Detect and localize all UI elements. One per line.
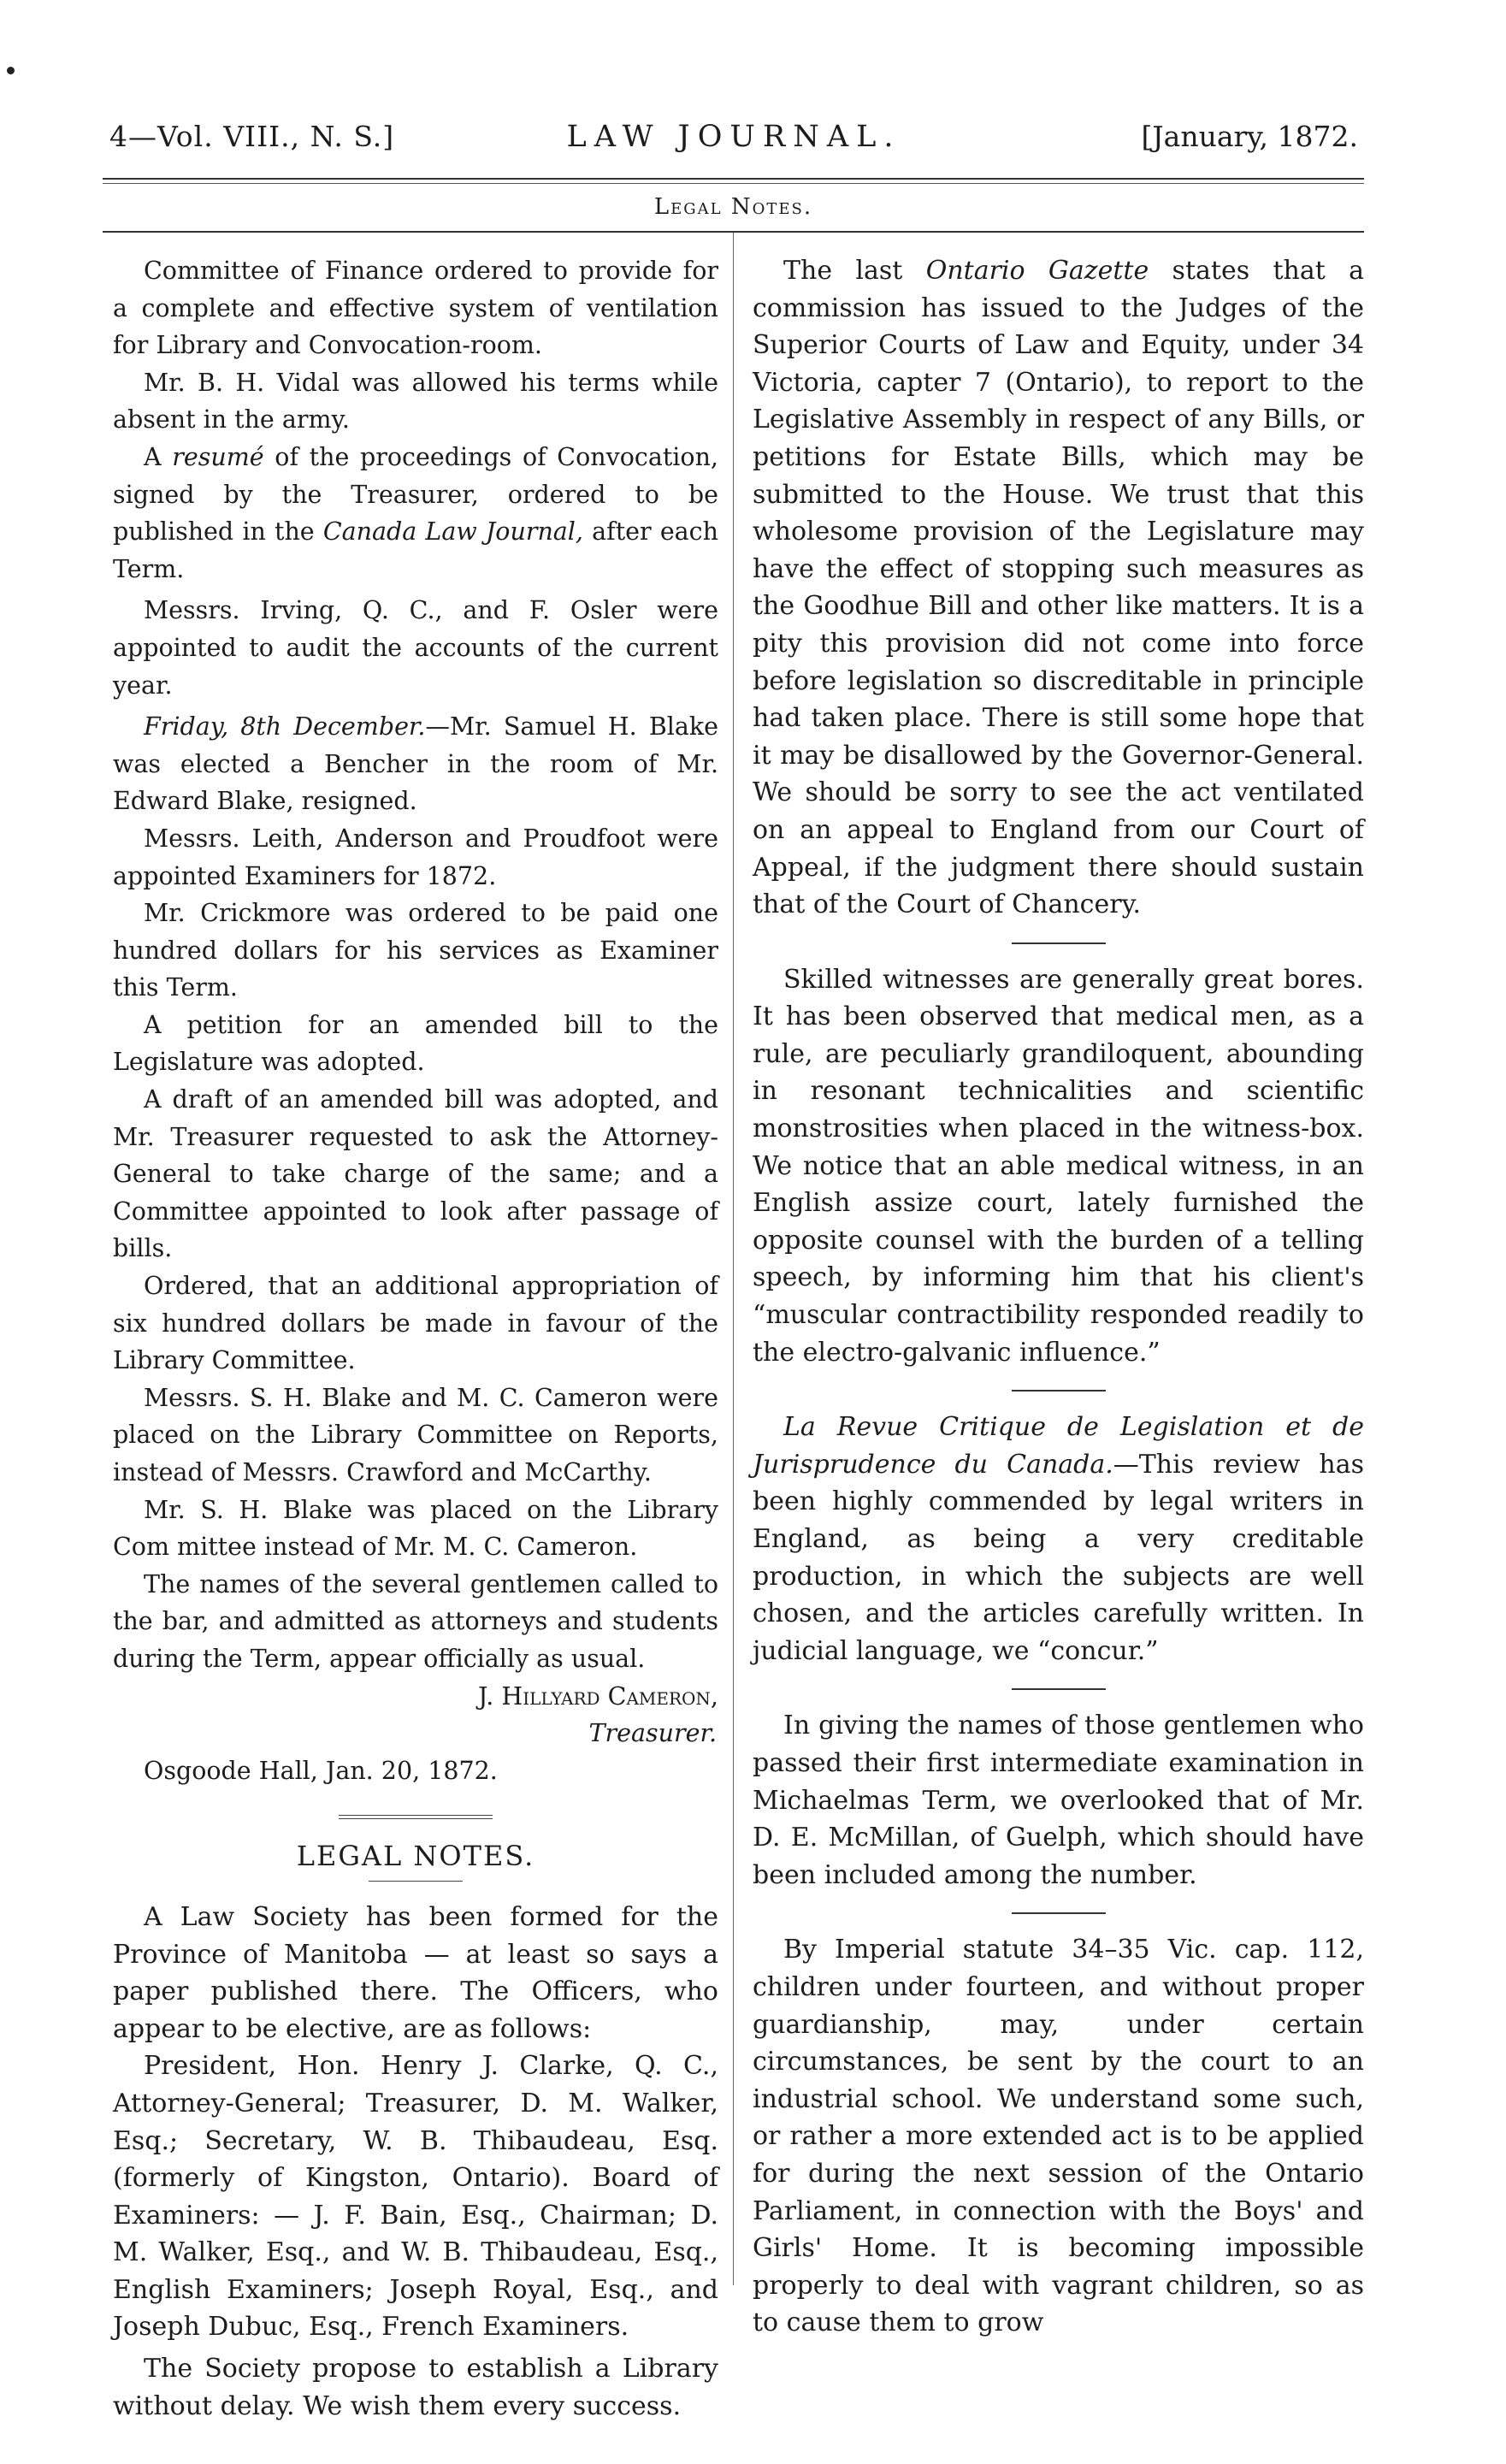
heading-rule: [369, 1881, 463, 1882]
right-column: [753, 252, 1364, 2342]
item-separator: [1012, 1688, 1106, 1690]
column-divider: [733, 233, 734, 2285]
paragraph: Mr. Crickmore was ordered to be paid one hundred dollars for his services as Examiner this Term.: [113, 899, 718, 1002]
paragraph: A draft of an amended bill was adopted, and Mr. Treasurer requested to ask the Attorney-General to take charge of the same; and a Committee appointed to look after passage of bills.: [113, 1085, 718, 1263]
paragraph: Skilled witnesses are generally great bores. It has been observed that medical men, as a rule, are peculiarly grandiloquent, abounding in resonant technicalities and scientific monstrosities when placed in the witness-box. We notice that an able medical witness, in an English assize court, lately furnished the opposite counsel with the burden of a telling speech, by informing him that his client's “muscular contractibility responded readily to the electro-galvanic influence.”: [753, 964, 1364, 1368]
header-rule-thin: [103, 183, 1364, 184]
paragraph: A Law Society has been formed for the Province of Manitoba — at least so says a paper published there. The Officers, who appear to be elective, are as follows:: [113, 1901, 718, 2044]
paragraph: In giving the names of those gentlemen who passed their first intermediate examination in Michaelmas Term, we overlooked that of Mr. D. E. McMillan, of Guelph, which should have been included among the number.: [753, 1711, 1364, 1890]
paragraph: Ordered, that an additional appropriation of six hundred dollars be made in favour of the Library Committee.: [113, 1272, 718, 1375]
paragraph: A petition for an amended bill to the Legislature was adopted.: [113, 1010, 718, 1077]
paragraph: The last Ontario Gazette states that a commission has issued to the Judges of the Superior Courts of Law and Equity, under 34 Victoria, capter 7 (Ontario), to report to the Legislative Assembly in respect of any Bills, or petitions for Estate Bills, which may be submitted to the House. We trust that this wholesome provision of the Legislature may have the effect of stopping such measures as the Goodhue Bill and other like matters. It is a pity this provision did not come into force before legislation so discreditable in principle had taken place. There is still some hope that it may be disallowed by the Governor-General. We should be sorry to see the act ventilated on an appeal to England from our Court of Appeal, if the judgment there should sustain that of the Court of Chancery.: [753, 256, 1364, 920]
paragraph: A resumé of the proceedings of Convocation, signed by the Treasurer, ordered to be published in the Canada Law Journal, after each Term.: [113, 442, 718, 583]
paragraph: Messrs. Irving, Q. C., and F. Osler were appointed to audit the accounts of the current year.: [113, 596, 718, 700]
signature-title: Treasurer.: [588, 1719, 717, 1748]
paragraph: President, Hon. Henry J. Clarke, Q. C., Attorney-General; Treasurer, D. M. Walker, Esq.; Secretary, W. B. Thibaudeau, Esq. (formerly of Kingston, Ontario). Board of Examiners: — J. F. Bain, Esq., Chairman; D. M. Walker, Esq., and W. B. Thibaudeau, Esq., English Examiners; Joseph Royal, Esq., and Joseph Dubuc, Esq., French Examiners.: [113, 2051, 718, 2343]
paragraph: Mr. S. H. Blake was placed on the Library Com mittee instead of Mr. M. C. Cameron.: [113, 1495, 718, 1562]
journal-title: LAW JOURNAL.: [566, 120, 901, 154]
volume-label: 4—Vol. VIII., N. S.]: [109, 120, 395, 153]
paragraph: Mr. B. H. Vidal was allowed his terms while absent in the army.: [113, 368, 718, 434]
issue-date: [January, 1872.: [1141, 120, 1358, 153]
item-separator: [1012, 1912, 1106, 1914]
paragraph: The names of the several gentlemen called to the bar, and admitted as attorneys and students during the Term, appear officially as usual.: [113, 1569, 718, 1673]
left-column: [113, 252, 718, 2425]
paragraph: Friday, 8th December.—Mr. Samuel H. Blake was elected a Bencher in the room of Mr. Edward Blake, resigned.: [113, 712, 719, 816]
paragraph: By Imperial statute 34–35 Vic. cap. 112, children under fourteen, and without proper guardianship, may, under certain circumstances, be sent by the court to an industrial school. We understand some such, or rather a more extended act is to be applied for during the next session of the Ontario Parliament, in connection with the Boys' and Girls' Home. It is becoming impossible properly to deal with vagrant children, so as to cause them to grow: [753, 1935, 1364, 2338]
signature-name: J. Hillyard Cameron,: [478, 1681, 718, 1711]
paragraph: La Revue Critique de Legislation et de Jurisprudence du Canada.—This review has been highly commended by legal writers in England, as being a very creditable production, in which the subjects are well chosen, and the articles carefully written. In judicial language, we “concur.”: [753, 1412, 1364, 1666]
page-header: [109, 120, 1358, 162]
item-separator: [1012, 942, 1106, 944]
header-rule: [103, 178, 1364, 180]
item-separator: [1012, 1390, 1106, 1392]
paragraph: The Society propose to establish a Library without delay. We wish them every success.: [113, 2354, 718, 2421]
running-title: Legal Notes.: [653, 194, 813, 220]
paragraph: Messrs. S. H. Blake and M. C. Cameron were placed on the Library Committee on Reports, instead of Messrs. Crawford and McCarthy.: [113, 1383, 718, 1486]
ink-speck: [7, 67, 15, 74]
paragraph: Messrs. Leith, Anderson and Proudfoot were appointed Examiners for 1872.: [113, 824, 718, 890]
paragraph: Committee of Finance ordered to provide for a complete and effective system of ventilation for Library and Convocation-room.: [113, 257, 718, 360]
section-divider: [339, 1815, 493, 1819]
section-heading: LEGAL NOTES.: [296, 1840, 535, 1873]
place-date: Osgoode Hall, Jan. 20, 1872.: [144, 1756, 498, 1785]
